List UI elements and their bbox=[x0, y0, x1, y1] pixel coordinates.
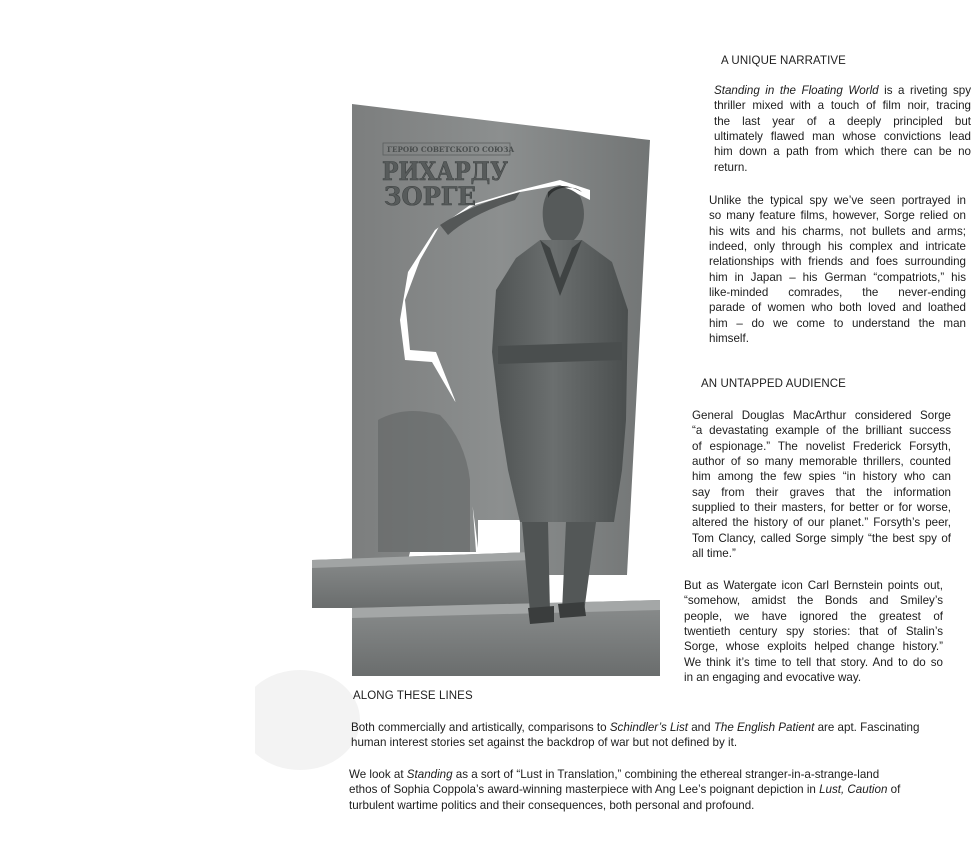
text-line: General Douglas MacArthur considered Sorge bbox=[692, 409, 951, 422]
text-run: of bbox=[887, 783, 901, 797]
paragraph-lines-2 bbox=[349, 767, 959, 813]
text-line: supplied to their masters, for better or for worse, bbox=[692, 501, 951, 515]
paragraph-lines-1 bbox=[351, 720, 951, 751]
text-line: indeed, only through his complex and intricate bbox=[709, 240, 966, 254]
text-line: the last year of a deeply principled but bbox=[714, 114, 971, 128]
text-line: like-minded comrades, the never-ending bbox=[709, 286, 966, 300]
text-run: ethos of Sophia Coppola’s award-winning masterpiece with Ang Lee’s poignant depiction in bbox=[349, 783, 820, 797]
text-line: relationships with friends and foes surrounding bbox=[709, 255, 966, 269]
text-line: turbulent wartime politics and their consequences, both personal and profound. bbox=[349, 798, 755, 812]
text-line: say from their graves that the information bbox=[692, 485, 951, 499]
text-line: so many feature films, however, Sorge relied on bbox=[709, 209, 966, 223]
film-title: Schindler’s List bbox=[609, 721, 689, 734]
inscription-name-line1: РИХАРДУ bbox=[382, 157, 508, 186]
text-line: parade of women who both loved and loathed bbox=[709, 301, 966, 315]
text-line: people, we have ignored the greatest of bbox=[684, 609, 943, 623]
text-line: him – do we come to understand the man bbox=[709, 316, 966, 330]
text-line: altered the history of our planet.” Forsyth’s peer, bbox=[692, 516, 951, 530]
text-line: himself. bbox=[709, 332, 749, 346]
text-run: and bbox=[688, 721, 714, 734]
inscription-name-line2: ЗОРГЕ bbox=[384, 182, 476, 211]
paragraph-unique-1 bbox=[714, 83, 971, 175]
text-line: of espionage.” The novelist Frederick Forsyth, bbox=[692, 439, 951, 453]
text-line: “a devastating example of the brilliant success bbox=[692, 424, 951, 438]
paragraph-unique-2 bbox=[709, 193, 966, 346]
text-line: return. bbox=[714, 160, 748, 174]
text-line: him among the few spies “in history who can bbox=[692, 470, 951, 484]
section-heading-untapped-audience: AN UNTAPPED AUDIENCE bbox=[701, 378, 846, 390]
paragraph-audience-1 bbox=[692, 408, 951, 561]
text-line: author of so many memorable thrillers, counted bbox=[692, 455, 951, 469]
text-line: his wits and his charms, not bullets and arms; bbox=[709, 224, 966, 238]
text-line: “somehow, amidst the Bonds and Smiley’s bbox=[684, 594, 943, 608]
text-run: are apt. Fascinating bbox=[814, 721, 920, 734]
film-title: Standing bbox=[406, 768, 453, 781]
text-line: thriller mixed with a touch of film noir, tracing bbox=[714, 99, 971, 113]
inscription-small: ГЕРОЮ СОВЕТСКОГО СОЮЗА bbox=[387, 145, 515, 154]
section-heading-along-these-lines: ALONG THESE LINES bbox=[353, 690, 473, 702]
section-heading-unique-narrative: A UNIQUE NARRATIVE bbox=[721, 55, 846, 67]
text-line: twentieth century spy stories: that of Stalin’s bbox=[684, 625, 943, 639]
text-line: him down a path from which there can be no bbox=[714, 145, 971, 159]
text-line: Tom Clancy, called Sorge simply “the best spy of bbox=[692, 531, 951, 545]
film-title: The English Patient bbox=[713, 721, 815, 734]
film-title: Standing in the Floating World bbox=[714, 84, 879, 97]
text-line: We think it’s time to tell that story. And to do so bbox=[684, 655, 943, 669]
text-line: in an engaging and evocative way. bbox=[684, 671, 862, 685]
sorge-monument-photo bbox=[255, 90, 675, 780]
film-title: Lust, Caution bbox=[819, 783, 888, 797]
text-line: But as Watergate icon Carl Bernstein points out, bbox=[684, 579, 943, 592]
text-run: as a sort of “Lust in Translation,” combining the ethereal stranger-in-a-strange-land bbox=[452, 768, 880, 781]
text-line: him in Japan – his German “compatriots,” his bbox=[709, 270, 966, 284]
text-line: all time.” bbox=[692, 547, 736, 561]
text-run: is a riveting spy bbox=[878, 84, 971, 97]
text-line: Sorge, whose exploits helped change history.” bbox=[684, 640, 943, 654]
text-line: human interest stories set against the backdrop of war but not defined by it. bbox=[351, 736, 738, 750]
paragraph-audience-2 bbox=[684, 578, 943, 685]
text-line: ultimately flawed man whose convictions lead bbox=[714, 130, 971, 144]
text-run: Both commercially and artistically, comparisons to bbox=[351, 721, 610, 734]
text-run: We look at bbox=[349, 768, 407, 781]
text-line: Unlike the typical spy we’ve seen portrayed in bbox=[709, 194, 966, 207]
